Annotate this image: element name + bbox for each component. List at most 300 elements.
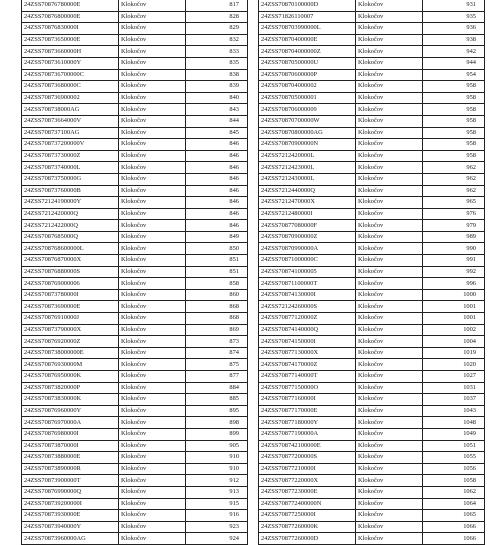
- municipality-cell: Klokočov: [119, 313, 186, 325]
- parcel-code-cell: 24ZSS70873790000X: [22, 324, 119, 336]
- municipality-cell: Klokočov: [356, 347, 423, 359]
- municipality-cell: Klokočov: [356, 452, 423, 464]
- parcel-code-cell: 24ZSS708736700000C: [22, 69, 119, 81]
- municipality-cell: Klokočov: [119, 382, 186, 394]
- number-cell: 991: [423, 255, 485, 267]
- table-row: [259, 452, 484, 464]
- parcel-code-cell: 24ZSS70876990000Q: [22, 486, 119, 498]
- parcel-code-cell: 24ZSS70873664000V: [22, 115, 119, 127]
- number-cell: 958: [423, 92, 485, 104]
- number-cell: 996: [423, 278, 485, 290]
- number-cell: 850: [186, 243, 248, 255]
- municipality-cell: Klokočov: [356, 220, 423, 232]
- table-row: [259, 510, 484, 522]
- number-cell: 1019: [423, 347, 485, 359]
- parcel-code-cell: 24ZSS70874150000I: [259, 336, 356, 348]
- number-cell: 958: [423, 104, 485, 116]
- table-row: [22, 104, 247, 116]
- number-cell: 817: [186, 0, 248, 11]
- table-row: [22, 0, 247, 11]
- table-row: [22, 150, 247, 162]
- table-row: [22, 301, 247, 313]
- parcel-code-cell: 24ZSS7212420000L: [259, 150, 356, 162]
- table-row: [259, 336, 484, 348]
- parcel-code-cell: 24ZSS70873930000E: [22, 510, 119, 522]
- parcel-code-cell: 24ZSS70873890000R: [22, 463, 119, 475]
- table-row: [259, 173, 484, 185]
- table-row: [22, 313, 247, 325]
- table-row: [22, 347, 247, 359]
- parcel-code-cell: 24ZSS70876960000Y: [22, 405, 119, 417]
- number-cell: 1066: [423, 521, 485, 533]
- table-row: [22, 220, 247, 232]
- municipality-cell: Klokočov: [119, 289, 186, 301]
- municipality-cell: Klokočov: [356, 475, 423, 487]
- number-cell: 873: [186, 336, 248, 348]
- municipality-cell: Klokočov: [356, 57, 423, 69]
- municipality-cell: Klokočov: [119, 69, 186, 81]
- parcel-code-cell: 24ZSS708737200000V: [22, 139, 119, 151]
- municipality-cell: Klokočov: [119, 475, 186, 487]
- number-cell: 1048: [423, 417, 485, 429]
- parcel-code-cell: 24ZSS708704000002: [259, 81, 356, 93]
- municipality-cell: Klokočov: [119, 185, 186, 197]
- table-row: [259, 197, 484, 209]
- table-row: [22, 278, 247, 290]
- number-cell: 846: [186, 162, 248, 174]
- municipality-cell: Klokočov: [356, 278, 423, 290]
- parcel-code-cell: 24ZSS70874170000Z: [259, 359, 356, 371]
- table-row: [259, 220, 484, 232]
- table-row: [22, 81, 247, 93]
- parcel-code-cell: 24ZSS72124260000S: [259, 301, 356, 313]
- table-row: [22, 185, 247, 197]
- municipality-cell: Klokočov: [356, 11, 423, 23]
- parcel-code-cell: 24ZSS70870600000P: [259, 69, 356, 81]
- parcel-code-cell: 24ZSS70877130000X: [259, 347, 356, 359]
- municipality-cell: Klokočov: [356, 104, 423, 116]
- number-cell: 915: [186, 498, 248, 510]
- number-cell: 962: [423, 162, 485, 174]
- parcel-code-cell: 24ZSS70870990000A: [259, 243, 356, 255]
- municipality-cell: Klokočov: [119, 440, 186, 452]
- number-cell: 846: [186, 173, 248, 185]
- municipality-cell: Klokočov: [356, 336, 423, 348]
- number-cell: 846: [186, 185, 248, 197]
- table-row: [22, 405, 247, 417]
- parcel-code-cell: 24ZSS70877200000S: [259, 452, 356, 464]
- municipality-cell: Klokočov: [356, 46, 423, 58]
- right-table: [258, 0, 485, 545]
- parcel-code-cell: 24ZSS70876920000Z: [22, 336, 119, 348]
- table-row: [22, 46, 247, 58]
- municipality-cell: Klokočov: [119, 243, 186, 255]
- parcel-code-cell: 24ZSS70876910000J: [22, 313, 119, 325]
- municipality-cell: Klokočov: [119, 173, 186, 185]
- municipality-cell: Klokočov: [356, 289, 423, 301]
- table-row: [259, 104, 484, 116]
- number-cell: 851: [186, 255, 248, 267]
- number-cell: 954: [423, 69, 485, 81]
- table-row: [259, 243, 484, 255]
- table-row: [259, 313, 484, 325]
- parcel-code-cell: 24ZSS708736900002: [22, 92, 119, 104]
- municipality-cell: Klokočov: [119, 23, 186, 35]
- number-cell: 1062: [423, 486, 485, 498]
- table-row: [259, 533, 484, 545]
- table-row: [259, 486, 484, 498]
- parcel-code-cell: 24ZSS7212420000Q: [22, 208, 119, 220]
- table-row: [22, 324, 247, 336]
- municipality-cell: Klokočov: [356, 463, 423, 475]
- municipality-cell: Klokočov: [119, 81, 186, 93]
- table-row: [259, 278, 484, 290]
- number-cell: 916: [186, 510, 248, 522]
- number-cell: 1051: [423, 440, 485, 452]
- number-cell: 944: [423, 57, 485, 69]
- parcel-code-cell: 24ZSS70876830000I: [22, 23, 119, 35]
- parcel-code-cell: 24ZSS70873730000Z: [22, 150, 119, 162]
- municipality-cell: Klokočov: [356, 23, 423, 35]
- table-row: [22, 336, 247, 348]
- table-row: [259, 23, 484, 35]
- parcel-code-cell: 24ZSS708703990000L: [259, 23, 356, 35]
- table-row: [259, 521, 484, 533]
- number-cell: 869: [186, 324, 248, 336]
- number-cell: 1002: [423, 324, 485, 336]
- parcel-code-cell: 24ZSS70870900000N: [259, 139, 356, 151]
- table-row: [22, 23, 247, 35]
- number-cell: 835: [186, 57, 248, 69]
- number-cell: 1065: [423, 510, 485, 522]
- parcel-code-cell: 24ZSS708705000001: [259, 92, 356, 104]
- right-table-body: [259, 0, 484, 544]
- table-row: [22, 162, 247, 174]
- municipality-cell: Klokočov: [356, 150, 423, 162]
- table-row: [259, 127, 484, 139]
- municipality-cell: Klokočov: [119, 278, 186, 290]
- parcel-code-cell: 24ZSS7212422000Q: [22, 220, 119, 232]
- parcel-code-cell: 24ZSS70873830000K: [22, 394, 119, 406]
- table-row: [259, 324, 484, 336]
- number-cell: 895: [186, 405, 248, 417]
- number-cell: 989: [423, 231, 485, 243]
- municipality-cell: Klokočov: [119, 104, 186, 116]
- number-cell: 851: [186, 266, 248, 278]
- table-row: [259, 92, 484, 104]
- municipality-cell: Klokočov: [356, 405, 423, 417]
- parcel-code-cell: 24ZSS70874140000Q: [259, 324, 356, 336]
- municipality-cell: Klokočov: [119, 336, 186, 348]
- number-cell: 923: [186, 521, 248, 533]
- number-cell: 877: [186, 371, 248, 383]
- parcel-code-cell: 24ZSS7212423000L: [259, 162, 356, 174]
- parcel-code-cell: 24ZSS70870800000AG: [259, 127, 356, 139]
- parcel-code-cell: 24ZSS708737100AG: [22, 127, 119, 139]
- number-cell: 898: [186, 417, 248, 429]
- table-row: [22, 243, 247, 255]
- table-row: [259, 475, 484, 487]
- table-row: [259, 301, 484, 313]
- municipality-cell: Klokočov: [356, 231, 423, 243]
- number-cell: 1056: [423, 463, 485, 475]
- parcel-code-cell: 24ZSS7212470000X: [259, 197, 356, 209]
- municipality-cell: Klokočov: [356, 359, 423, 371]
- municipality-cell: Klokočov: [356, 185, 423, 197]
- table-row: [22, 69, 247, 81]
- parcel-code-cell: 24ZSS70873650000E: [22, 34, 119, 46]
- municipality-cell: Klokočov: [119, 162, 186, 174]
- number-cell: 860: [186, 289, 248, 301]
- municipality-cell: Klokočov: [356, 382, 423, 394]
- parcel-code-cell: 24ZSS708769000006: [22, 278, 119, 290]
- parcel-code-cell: 24ZSS70874130000I: [259, 289, 356, 301]
- municipality-cell: Klokočov: [119, 301, 186, 313]
- table-row: [259, 0, 484, 11]
- municipality-cell: Klokočov: [356, 255, 423, 267]
- table-row: [22, 452, 247, 464]
- number-cell: 833: [186, 46, 248, 58]
- municipality-cell: Klokočov: [119, 208, 186, 220]
- table-row: [22, 92, 247, 104]
- parcel-code-cell: 24ZSS70877160000I: [259, 394, 356, 406]
- parcel-code-cell: 24ZSS708768600000L: [22, 243, 119, 255]
- municipality-cell: Klokočov: [356, 92, 423, 104]
- number-cell: 1058: [423, 475, 485, 487]
- parcel-code-cell: 24ZSS70876950000K: [22, 371, 119, 383]
- municipality-cell: Klokočov: [356, 498, 423, 510]
- municipality-cell: Klokočov: [119, 34, 186, 46]
- table-row: [259, 150, 484, 162]
- number-cell: 910: [186, 463, 248, 475]
- municipality-cell: Klokočov: [119, 139, 186, 151]
- municipality-cell: Klokočov: [119, 324, 186, 336]
- parcel-code-cell: 24ZSS70873960000AG: [22, 533, 119, 545]
- parcel-code-cell: 24ZSS70873870000I: [22, 440, 119, 452]
- number-cell: 936: [423, 23, 485, 35]
- municipality-cell: Klokočov: [119, 0, 186, 11]
- table-row: [259, 255, 484, 267]
- parcel-code-cell: 24ZSS70873680000C: [22, 81, 119, 93]
- table-row: [259, 371, 484, 383]
- number-cell: 875: [186, 359, 248, 371]
- table-row: [259, 11, 484, 23]
- parcel-code-cell: 24ZSS70873740000L: [22, 162, 119, 174]
- number-cell: 828: [186, 11, 248, 23]
- table-row: [259, 428, 484, 440]
- number-cell: 858: [186, 278, 248, 290]
- table-row: [22, 417, 247, 429]
- number-cell: 1064: [423, 498, 485, 510]
- table-row: [22, 34, 247, 46]
- table-row: [259, 440, 484, 452]
- parcel-code-cell: 24ZSS70876880000S: [22, 266, 119, 278]
- number-cell: 838: [186, 69, 248, 81]
- table-row: [22, 359, 247, 371]
- municipality-cell: Klokočov: [356, 371, 423, 383]
- number-cell: 1037: [423, 394, 485, 406]
- municipality-cell: Klokočov: [119, 533, 186, 545]
- table-row: [22, 197, 247, 209]
- municipality-cell: Klokočov: [356, 197, 423, 209]
- table-row: [259, 266, 484, 278]
- table-row: [22, 382, 247, 394]
- number-cell: 962: [423, 185, 485, 197]
- parcel-code-cell: 24ZSS70873610000Y: [22, 57, 119, 69]
- municipality-cell: Klokočov: [356, 127, 423, 139]
- table-row: [259, 208, 484, 220]
- parcel-code-cell: 24ZSS70870400000E: [259, 34, 356, 46]
- municipality-cell: Klokočov: [119, 255, 186, 267]
- table-row: [22, 440, 247, 452]
- number-cell: 912: [186, 475, 248, 487]
- parcel-code-cell: 24ZSS7212430000L: [259, 173, 356, 185]
- parcel-code-cell: 24ZSS7087685000Q: [22, 231, 119, 243]
- municipality-cell: Klokočov: [119, 266, 186, 278]
- number-cell: 1020: [423, 359, 485, 371]
- table-row: [259, 115, 484, 127]
- municipality-cell: Klokočov: [119, 46, 186, 58]
- number-cell: 846: [186, 197, 248, 209]
- parcel-code-cell: 24ZSS70877120000Z: [259, 313, 356, 325]
- parcel-code-cell: 24ZSS70877210000I: [259, 463, 356, 475]
- table-row: [22, 208, 247, 220]
- municipality-cell: Klokočov: [356, 521, 423, 533]
- table-row: [22, 486, 247, 498]
- parcel-code-cell: 24ZSS70870500000U: [259, 57, 356, 69]
- table-row: [22, 371, 247, 383]
- table-row: [22, 475, 247, 487]
- municipality-cell: Klokočov: [119, 347, 186, 359]
- parcel-code-cell: 24ZSS70873880000E: [22, 452, 119, 464]
- number-cell: 840: [186, 92, 248, 104]
- number-cell: 979: [423, 220, 485, 232]
- municipality-cell: Klokočov: [119, 394, 186, 406]
- table-row: [259, 57, 484, 69]
- parcel-code-cell: 24ZSS70876780000E: [22, 0, 119, 11]
- table-row: [22, 394, 247, 406]
- table-row: [22, 266, 247, 278]
- left-table-body: [22, 0, 247, 544]
- number-cell: 942: [423, 46, 485, 58]
- municipality-cell: Klokočov: [356, 115, 423, 127]
- municipality-cell: Klokočov: [119, 115, 186, 127]
- number-cell: 1004: [423, 336, 485, 348]
- number-cell: 845: [186, 127, 248, 139]
- number-cell: 1000: [423, 289, 485, 301]
- parcel-code-cell: 24ZSS70876800000E: [22, 11, 119, 23]
- table-row: [259, 463, 484, 475]
- municipality-cell: Klokočov: [356, 34, 423, 46]
- municipality-cell: Klokočov: [356, 428, 423, 440]
- number-cell: 931: [423, 0, 485, 11]
- municipality-cell: Klokočov: [356, 266, 423, 278]
- number-cell: 874: [186, 347, 248, 359]
- number-cell: 844: [186, 115, 248, 127]
- number-cell: 976: [423, 208, 485, 220]
- municipality-cell: Klokočov: [119, 371, 186, 383]
- table-row: [22, 57, 247, 69]
- municipality-cell: Klokočov: [356, 173, 423, 185]
- municipality-cell: Klokočov: [119, 127, 186, 139]
- number-cell: 1049: [423, 428, 485, 440]
- parcel-code-cell: 24ZSS70876930000M: [22, 359, 119, 371]
- table-row: [22, 521, 247, 533]
- table-row: [22, 231, 247, 243]
- municipality-cell: Klokočov: [119, 57, 186, 69]
- parcel-code-cell: 24ZSS708738000AG: [22, 104, 119, 116]
- parcel-code-cell: 24ZSS70877150000O: [259, 382, 356, 394]
- parcel-code-cell: 24ZSS70877190000A: [259, 428, 356, 440]
- parcel-code-cell: 24ZSS70876980000I: [22, 428, 119, 440]
- parcel-code-cell: 24ZSS70871100000T: [259, 278, 356, 290]
- number-cell: 868: [186, 301, 248, 313]
- municipality-cell: Klokočov: [119, 11, 186, 23]
- table-row: [22, 510, 247, 522]
- municipality-cell: Klokočov: [356, 243, 423, 255]
- number-cell: 1027: [423, 371, 485, 383]
- number-cell: 992: [423, 266, 485, 278]
- parcel-code-cell: 24ZSS70877080000F: [259, 220, 356, 232]
- municipality-cell: Klokočov: [356, 486, 423, 498]
- municipality-cell: Klokočov: [356, 301, 423, 313]
- number-cell: 1031: [423, 382, 485, 394]
- table-row: [259, 289, 484, 301]
- municipality-cell: Klokočov: [356, 440, 423, 452]
- parcel-code-cell: 24ZSS708741000005: [259, 266, 356, 278]
- table-row: [259, 139, 484, 151]
- number-cell: 846: [186, 150, 248, 162]
- municipality-cell: Klokočov: [119, 452, 186, 464]
- table-row: [259, 34, 484, 46]
- number-cell: 846: [186, 208, 248, 220]
- table-row: [259, 359, 484, 371]
- parcel-code-cell: 24ZSS70873820000P: [22, 382, 119, 394]
- number-cell: 846: [186, 139, 248, 151]
- parcel-code-cell: 24ZSS70871000000C: [259, 255, 356, 267]
- parcel-code-cell: 24ZSS70873900000T: [22, 475, 119, 487]
- municipality-cell: Klokočov: [356, 162, 423, 174]
- number-cell: 958: [423, 81, 485, 93]
- parcel-code-cell: 24ZSS7212480000I: [259, 208, 356, 220]
- municipality-cell: Klokočov: [356, 0, 423, 11]
- municipality-cell: Klokočov: [119, 510, 186, 522]
- parcel-code-cell: 24ZSS70870700000W: [259, 115, 356, 127]
- table-row: [22, 255, 247, 267]
- parcel-code-cell: 24ZSS70877180000Y: [259, 417, 356, 429]
- parcel-code-cell: 24ZSS70873660000H: [22, 46, 119, 58]
- number-cell: 843: [186, 104, 248, 116]
- table-row: [259, 81, 484, 93]
- number-cell: 832: [186, 34, 248, 46]
- parcel-code-cell: 24ZSS70870900000Z: [259, 231, 356, 243]
- number-cell: 884: [186, 382, 248, 394]
- municipality-cell: Klokočov: [119, 498, 186, 510]
- table-row: [259, 162, 484, 174]
- number-cell: 990: [423, 243, 485, 255]
- municipality-cell: Klokočov: [356, 81, 423, 93]
- municipality-cell: Klokočov: [119, 521, 186, 533]
- parcel-code-cell: 24ZSS70877230000E: [259, 486, 356, 498]
- parcel-code-cell: 24ZSS708742100000E: [259, 440, 356, 452]
- number-cell: 935: [423, 11, 485, 23]
- parcel-code-cell: 24ZSS70876970000A: [22, 417, 119, 429]
- table-row: [22, 463, 247, 475]
- table-row: [259, 405, 484, 417]
- parcel-code-cell: 24ZSS70877260000D: [259, 533, 356, 545]
- table-row: [259, 46, 484, 58]
- number-cell: 868: [186, 313, 248, 325]
